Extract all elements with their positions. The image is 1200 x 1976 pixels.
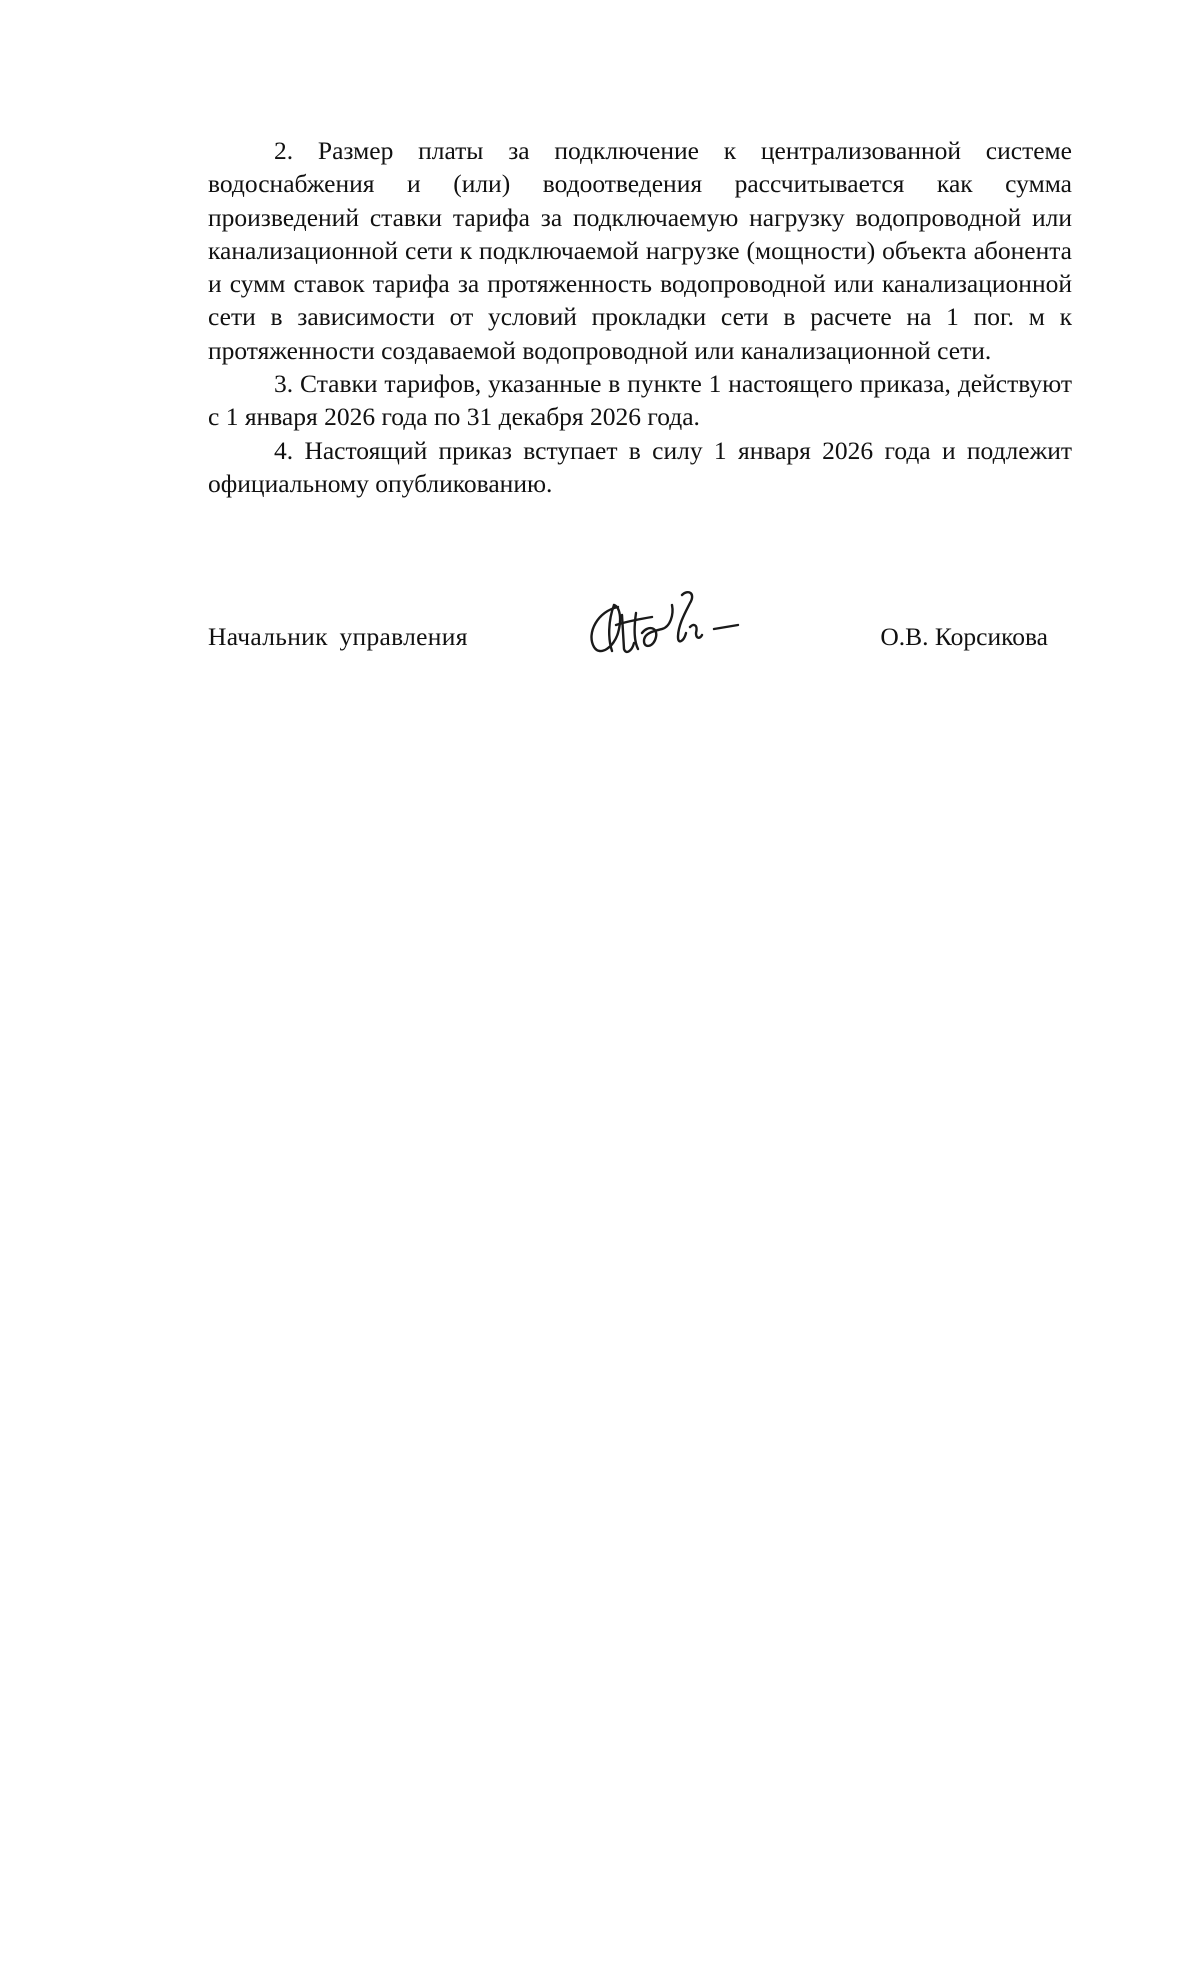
paragraph-4: 4. Настоящий приказ вступает в силу 1 января 2026 года и подлежит официальному опубликованию.: [208, 435, 1072, 498]
signatory-name: О.В. Корсикова: [880, 622, 1048, 651]
handwritten-signature: [578, 585, 748, 663]
paragraph-3: 3. Ставки тарифов, указанные в пункте 1 настоящего приказа, действуют с 1 января 2026 года по 31 декабря 2026 года.: [208, 369, 1072, 432]
paragraph-2: 2. Размер платы за подключение к централизованной системе водоснабжения и (или) водоотведения рассчитывается как сумма произведений ставки тарифа за подключаемую нагрузку водопроводной или канализационной сети к подключаемой нагрузке (мощности) объекта абонента и сумм ставок тарифа за протяженность водопроводной или канализационной сети в зависимости от условий прокладки сети в расчете на 1 пог. м к протяженности создаваемой водопроводной или канализационной сети.: [208, 136, 1072, 365]
signatory-position: Начальник управления: [208, 622, 468, 651]
signature-block: [208, 585, 1072, 665]
document-body: [208, 134, 1072, 500]
